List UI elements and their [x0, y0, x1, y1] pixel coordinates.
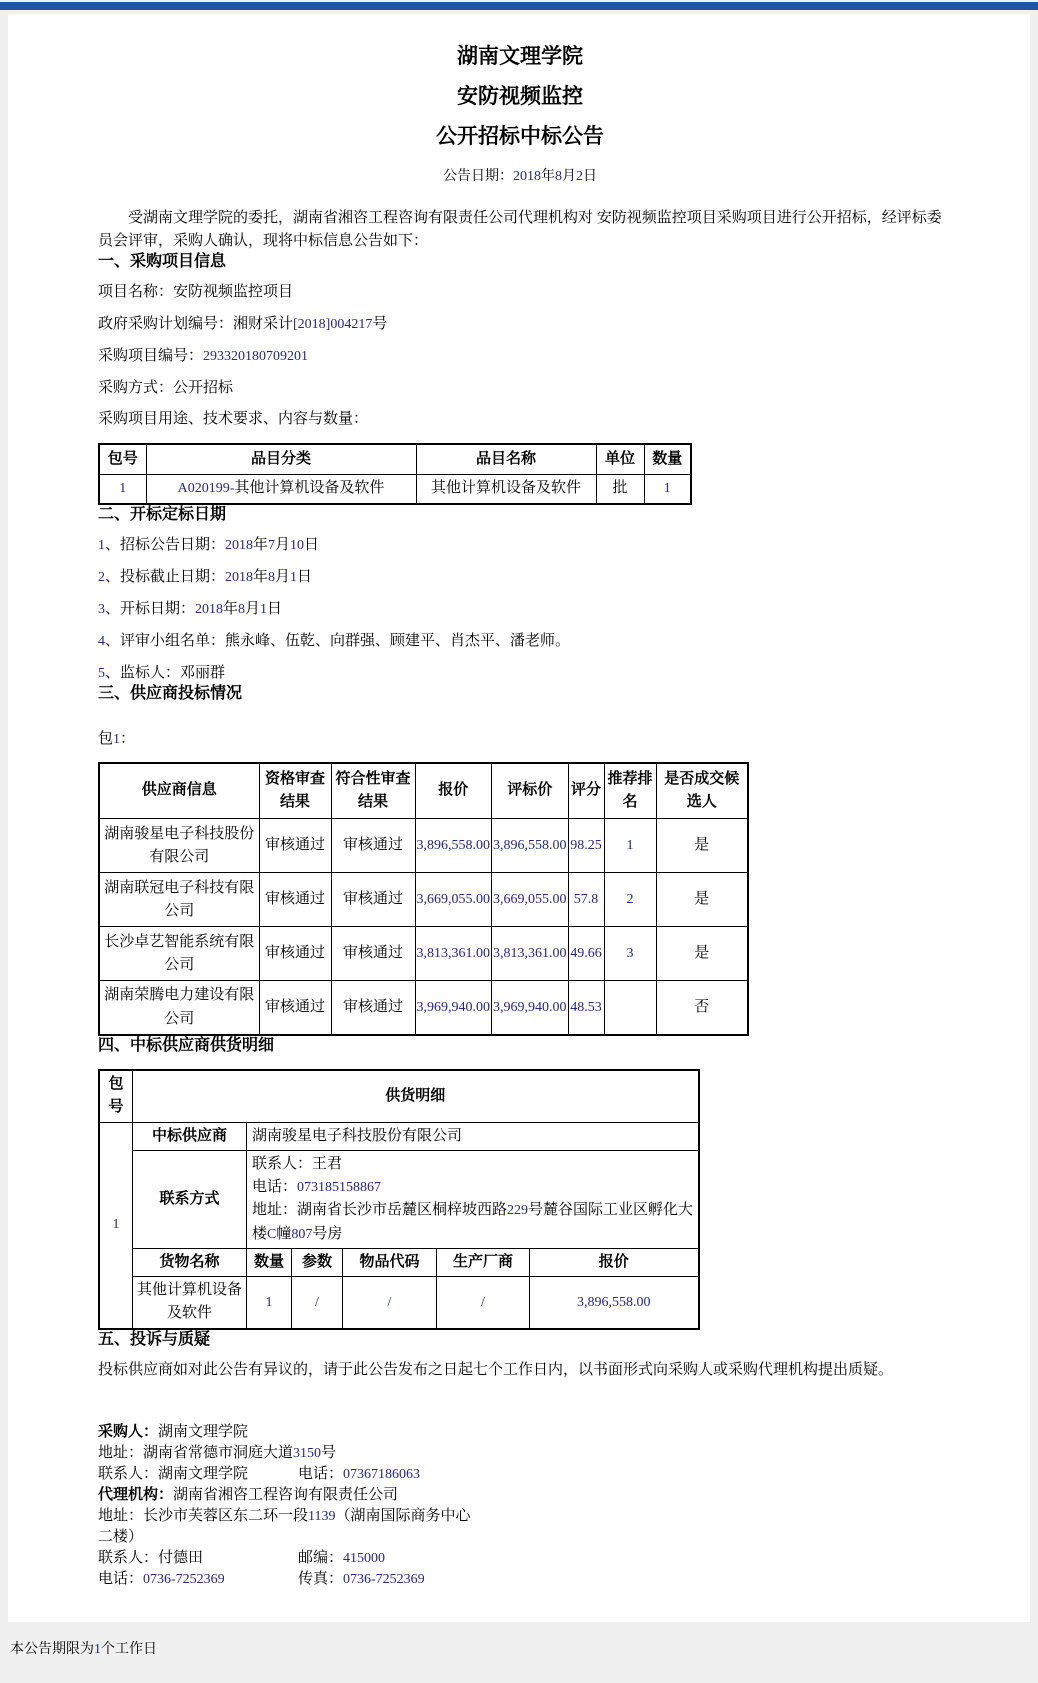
goods-name: 其他计算机设备及软件	[133, 1277, 247, 1329]
contact-row	[99, 1150, 699, 1248]
intro-paragraph: 受湖南文理学院的委托，湖南省湘咨工程咨询有限责任公司代理机构对 安防视频监控项目采购项目进行公开招标，经评标委员会评审，采购人确认，现将中标信息公告如下：	[98, 210, 942, 249]
buyer-line	[98, 1422, 942, 1443]
score-value: 48.53	[568, 981, 604, 1035]
score-value: 98.25	[568, 819, 604, 873]
sup-header-eval-price: 评标价	[492, 763, 569, 819]
conformity-result: 审核通过	[331, 873, 415, 927]
bid-deadline: 2、投标截止日期：2018年8月1日	[98, 569, 313, 586]
quote-value: 3,896,558.00	[415, 819, 492, 873]
tender-announce-date: 1、招标公告日期：2018年7月10日	[98, 537, 320, 554]
supplier-row	[99, 981, 748, 1035]
agent-name: 湖南省湘咨工程咨询有限责任公司	[173, 1486, 399, 1503]
eval-price-value: 3,669,055.00	[492, 873, 569, 927]
conformity-result: 审核通过	[331, 981, 415, 1035]
suppliers-header-row	[99, 763, 748, 819]
winner-label: 中标供应商	[133, 1122, 247, 1150]
section3-heading: 三、供应商投标情况	[98, 684, 243, 702]
contact-address: 地址：湖南省长沙市岳麓区桐梓坡西路229号麓谷国际工业区孵化大楼C幢807号房	[252, 1202, 694, 1242]
supply-header-detail: 供货明细	[133, 1070, 699, 1122]
candidate-flag: 是	[656, 873, 748, 927]
supplier-row	[99, 927, 748, 981]
section4-heading: 四、中标供应商供货明细	[98, 1036, 275, 1054]
item-category: A020199-其他计算机设备及软件	[146, 474, 416, 504]
sup-header-score: 评分	[568, 763, 604, 819]
supply-header-package: 包号	[99, 1070, 133, 1122]
qualification-result: 审核通过	[259, 819, 331, 873]
supply-detail-table	[98, 1069, 700, 1330]
supply-package-number: 1	[99, 1122, 133, 1329]
goods-row	[99, 1277, 699, 1329]
agent-line	[98, 1485, 942, 1506]
goods-params: /	[292, 1277, 343, 1329]
goods-header-manufacturer: 生产厂商	[437, 1248, 530, 1276]
validity-footer: 本公告期限为1个工作日	[10, 1642, 157, 1657]
agent-contact-line	[98, 1548, 942, 1569]
goods-header-quote: 报价	[530, 1248, 699, 1276]
eval-price-value: 3,896,558.00	[492, 819, 569, 873]
suppliers-table	[98, 762, 749, 1036]
goods-header-qty: 数量	[247, 1248, 292, 1276]
bid-opening-date: 3、开标日期：2018年8月1日	[98, 600, 283, 617]
items-header-name: 品目名称	[416, 444, 596, 474]
winner-name: 湖南骏星电子科技股份有限公司	[247, 1122, 699, 1150]
item-package: 1	[99, 474, 146, 504]
item-qty: 1	[644, 474, 691, 504]
contact-phone: 电话：073185158867	[252, 1179, 382, 1196]
page-title-org: 湖南文理学院	[457, 44, 583, 68]
buyer-contact: 联系人：湖南文理学院	[98, 1465, 249, 1482]
review-panel: 4、评审小组名单：熊永峰、伍乾、向群强、顾建平、肖杰平、潘老师。	[98, 632, 571, 649]
score-value: 49.66	[568, 927, 604, 981]
items-header-unit: 单位	[596, 444, 644, 474]
qualification-result: 审核通过	[259, 927, 331, 981]
goods-header-code: 物品代码	[343, 1248, 437, 1276]
sup-header-quote: 报价	[415, 763, 492, 819]
rank-value: 3	[604, 927, 656, 981]
section2-heading: 二、开标定标日期	[98, 506, 227, 523]
items-header-category: 品目分类	[146, 444, 416, 474]
agent-phone: 电话：0736-7252369	[98, 1570, 225, 1587]
eval-price-value: 3,969,940.00	[492, 981, 569, 1035]
contact-person: 联系人：王君	[252, 1155, 343, 1172]
quote-value: 3,669,055.00	[415, 873, 492, 927]
supplier-row	[99, 819, 748, 873]
sup-header-info: 供应商信息	[99, 763, 259, 819]
supervisor: 5、监标人：邓丽群	[98, 664, 226, 681]
supplier-name: 湖南骏星电子科技股份有限公司	[99, 819, 259, 873]
goods-manufacturer: /	[437, 1277, 530, 1329]
quote-value: 3,813,361.00	[415, 927, 492, 981]
project-number-line: 采购项目编号：293320180709201	[98, 347, 309, 364]
supplier-name: 湖南联冠电子科技有限公司	[99, 873, 259, 927]
items-table-row	[99, 474, 691, 504]
announcement-date: 公告日期：2018年8月2日	[443, 169, 597, 185]
items-table	[98, 443, 692, 505]
goods-qty: 1	[247, 1277, 292, 1329]
section1-heading: 一、采购项目信息	[98, 253, 227, 271]
qualification-result: 审核通过	[259, 873, 331, 927]
candidate-flag: 是	[656, 819, 748, 873]
contact-details	[247, 1150, 699, 1248]
buyer-label: 采购人：	[98, 1423, 159, 1440]
items-header-qty: 数量	[644, 444, 691, 474]
agent-address-line2: 二楼）	[98, 1528, 144, 1545]
items-table-header-row	[99, 444, 691, 474]
procurement-method-line: 采购方式：公开招标	[98, 379, 234, 396]
supplier-name: 长沙卓艺智能系统有限公司	[99, 927, 259, 981]
project-name-line: 项目名称：安防视频监控项目	[98, 284, 294, 301]
agent-zip: 邮编：415000	[298, 1549, 386, 1566]
winner-row	[99, 1122, 699, 1150]
score-value: 57.8	[568, 873, 604, 927]
item-unit: 批	[596, 474, 644, 504]
conformity-result: 审核通过	[331, 927, 415, 981]
sup-header-rank: 推荐排名	[604, 763, 656, 819]
contacts-block	[98, 1422, 942, 1590]
eval-price-value: 3,813,361.00	[492, 927, 569, 981]
buyer-phone: 电话：07367186063	[298, 1465, 421, 1482]
rank-value: 1	[604, 819, 656, 873]
candidate-flag: 否	[656, 981, 748, 1035]
goods-header-name: 货物名称	[133, 1248, 247, 1276]
announcement-page	[8, 14, 1030, 1622]
candidate-flag: 是	[656, 927, 748, 981]
supply-header-row	[99, 1070, 699, 1122]
agent-phone-line	[98, 1569, 942, 1590]
conformity-result: 审核通过	[331, 819, 415, 873]
top-accent-bar	[0, 2, 1038, 10]
contact-label: 联系方式	[133, 1150, 247, 1248]
buyer-name: 湖南文理学院	[158, 1423, 249, 1440]
sup-header-qualification: 资格审查结果	[259, 763, 331, 819]
gov-plan-number-line: 政府采购计划编号：湘财采计[2018]004217号	[98, 315, 388, 332]
requirements-line: 采购项目用途、技术要求、内容与数量：	[98, 410, 369, 427]
page-title-project: 安防视频监控	[457, 84, 583, 109]
package-label: 包1：	[98, 730, 136, 747]
quote-value: 3,969,940.00	[415, 981, 492, 1035]
buyer-address: 地址：湖南省常德市洞庭大道3150号	[98, 1444, 337, 1461]
complaint-paragraph: 投标供应商如对此公告有异议的，请于此公告发布之日起七个工作日内，以书面形式向采购人或采购代理机构提出质疑。	[98, 1361, 894, 1378]
rank-value	[604, 981, 656, 1035]
qualification-result: 审核通过	[259, 981, 331, 1035]
agent-address-line1: 地址：长沙市芙蓉区东二环一段1139（湖南国际商务中心	[98, 1507, 471, 1524]
goods-quote: 3,896,558.00	[530, 1277, 699, 1329]
goods-header-row	[99, 1248, 699, 1276]
rank-value: 2	[604, 873, 656, 927]
supplier-name: 湖南荣腾电力建设有限公司	[99, 981, 259, 1035]
sup-header-candidate: 是否成交候选人	[656, 763, 748, 819]
goods-header-params: 参数	[292, 1248, 343, 1276]
agent-label: 代理机构：	[98, 1486, 174, 1503]
sup-header-conformity: 符合性审查结果	[331, 763, 415, 819]
page-title-type: 公开招标中标公告	[436, 124, 604, 149]
section5-heading: 五、投诉与质疑	[98, 1330, 211, 1348]
goods-code: /	[343, 1277, 437, 1329]
agent-contact: 联系人：付德田	[98, 1549, 204, 1566]
agent-fax: 传真：0736-7252369	[298, 1570, 425, 1587]
items-header-package: 包号	[99, 444, 146, 474]
buyer-contact-line	[98, 1464, 942, 1485]
supplier-row	[99, 873, 748, 927]
item-name: 其他计算机设备及软件	[416, 474, 596, 504]
